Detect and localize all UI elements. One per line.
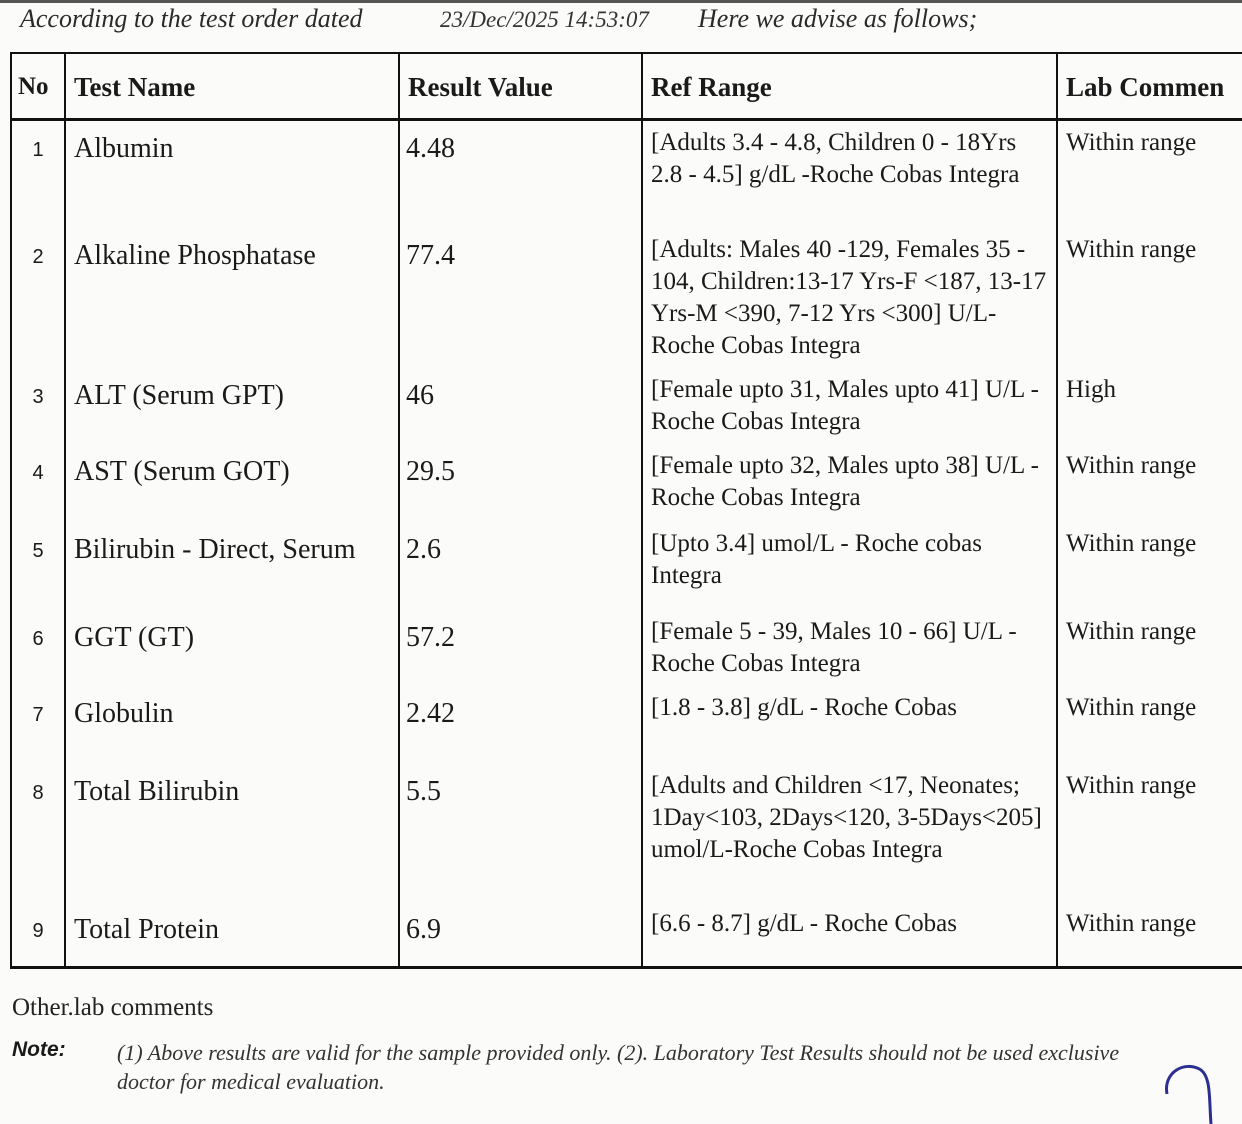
note-label: Note: <box>12 1038 66 1061</box>
row-number: 5 <box>11 522 65 610</box>
table-row <box>11 522 1242 610</box>
result-value: 46 <box>399 368 642 444</box>
ref-range: [Adults 3.4 - 4.8, Children 0 - 18Yrs 2.8 - 4.5] g/dL -Roche Cobas Integra <box>642 120 1057 228</box>
note-line-1: (1) Above results are valid for the sample provided only. (2). Laboratory Test Results should not be used exclusive <box>117 1040 1120 1065</box>
table-row <box>11 444 1242 522</box>
lab-comment: Within range <box>1057 764 1242 902</box>
lab-comment: Within range <box>1057 522 1242 610</box>
row-number: 9 <box>11 902 65 968</box>
ref-range: [Adults: Males 40 -129, Females 35 - 104, Children:13-17 Yrs-F <187, 13-17 Yrs-M <390, 7-12 Yrs <300] U/L-Roche Cobas Integra <box>642 228 1057 368</box>
test-name: Globulin <box>65 686 399 764</box>
results-table <box>10 52 1242 969</box>
ref-range: [Female upto 32, Males upto 38] U/L - Roche Cobas Integra <box>642 444 1057 522</box>
other-lab-comments-label: Other.lab comments <box>12 994 214 1021</box>
top-divider <box>0 0 1242 3</box>
row-number: 6 <box>11 610 65 686</box>
table-row <box>11 120 1242 228</box>
result-value: 2.6 <box>399 522 642 610</box>
col-header-ref-range: Ref Range <box>642 53 1057 120</box>
test-name: Total Protein <box>65 902 399 968</box>
order-datetime: 23/Dec/2025 14:53:07 <box>440 7 649 32</box>
col-header-test-name: Test Name <box>65 53 399 120</box>
order-label: According to the test order dated <box>20 4 363 33</box>
table-row <box>11 902 1242 968</box>
ref-range: [Adults and Children <17, Neonates; 1Day<103, 2Days<120, 3-5Days<205] umol/L-Roche Cobas Integra <box>642 764 1057 902</box>
advice-text: Here we advise as follows; <box>698 4 978 33</box>
signature-stamp-mark <box>1155 1054 1225 1124</box>
row-number: 8 <box>11 764 65 902</box>
ref-range: [Female upto 31, Males upto 41] U/L - Roche Cobas Integra <box>642 368 1057 444</box>
lab-comment: Within range <box>1057 120 1242 228</box>
table-row <box>11 764 1242 902</box>
ref-range: [Upto 3.4] umol/L - Roche cobas Integra <box>642 522 1057 610</box>
result-value: 2.42 <box>399 686 642 764</box>
row-number: 4 <box>11 444 65 522</box>
lab-comment: High <box>1057 368 1242 444</box>
col-header-lab-comment: Lab Commen <box>1057 53 1242 120</box>
result-value: 29.5 <box>399 444 642 522</box>
order-info <box>20 4 977 34</box>
note-text <box>117 1038 1119 1096</box>
table-header-row <box>11 53 1242 120</box>
test-name: Bilirubin - Direct, Serum <box>65 522 399 610</box>
table-row <box>11 228 1242 368</box>
result-value: 77.4 <box>399 228 642 368</box>
ref-range: [1.8 - 3.8] g/dL - Roche Cobas <box>642 686 1057 764</box>
row-number: 2 <box>11 228 65 368</box>
result-value: 6.9 <box>399 902 642 968</box>
col-header-result-value: Result Value <box>399 53 642 120</box>
row-number: 7 <box>11 686 65 764</box>
ref-range: [Female 5 - 39, Males 10 - 66] U/L - Roche Cobas Integra <box>642 610 1057 686</box>
lab-comment: Within range <box>1057 902 1242 968</box>
result-value: 5.5 <box>399 764 642 902</box>
row-number: 1 <box>11 120 65 228</box>
table-row <box>11 686 1242 764</box>
test-name: GGT (GT) <box>65 610 399 686</box>
row-number: 3 <box>11 368 65 444</box>
ref-range: [6.6 - 8.7] g/dL - Roche Cobas <box>642 902 1057 968</box>
test-name: Alkaline Phosphatase <box>65 228 399 368</box>
test-name: AST (Serum GOT) <box>65 444 399 522</box>
result-value: 4.48 <box>399 120 642 228</box>
note-line-2: doctor for medical evaluation. <box>117 1069 385 1094</box>
table-row <box>11 368 1242 444</box>
col-header-no: No <box>11 53 65 120</box>
test-name: Total Bilirubin <box>65 764 399 902</box>
test-name: Albumin <box>65 120 399 228</box>
lab-comment: Within range <box>1057 228 1242 368</box>
table-row <box>11 610 1242 686</box>
result-value: 57.2 <box>399 610 642 686</box>
lab-comment: Within range <box>1057 610 1242 686</box>
test-name: ALT (Serum GPT) <box>65 368 399 444</box>
lab-comment: Within range <box>1057 444 1242 522</box>
lab-comment: Within range <box>1057 686 1242 764</box>
